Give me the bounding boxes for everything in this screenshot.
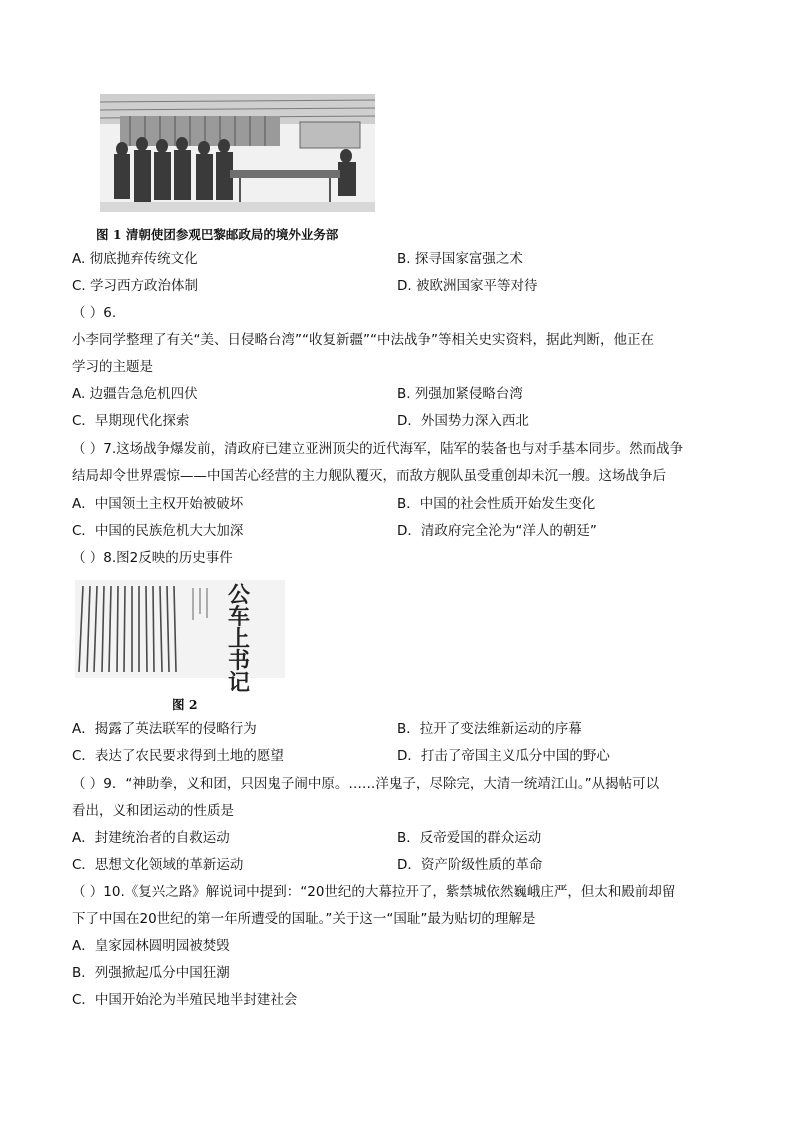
q8-option-d: D．打击了帝国主义瓜分中国的野心 bbox=[397, 748, 610, 764]
q5-option-a: A. 彻底抛弃传统文化 bbox=[72, 251, 198, 267]
q10-option-a: A．皇家园林圆明园被焚毁 bbox=[72, 938, 230, 954]
figure-1-caption: 图 1 清朝使团参观巴黎邮政局的境外业务部 bbox=[96, 227, 339, 242]
q6-option-b: B. 列强加紧侵略台湾 bbox=[397, 386, 523, 402]
q8-option-a: A．揭露了英法联军的侵略行为 bbox=[72, 721, 257, 737]
q6-number: （ ）6. bbox=[72, 305, 117, 321]
q8-stem: （ ）8.图2反映的历史事件 bbox=[72, 550, 233, 566]
q6-stem-line2: 学习的主题是 bbox=[72, 359, 153, 375]
q6-option-a: A. 边疆告急危机四伏 bbox=[72, 386, 198, 402]
figure-1-illustration bbox=[100, 94, 375, 212]
q9-option-c: C．思想文化领域的革新运动 bbox=[72, 857, 244, 873]
q7-stem-line2: 结局却令世界震惊——中国苦心经营的主力舰队覆灭，而敌方舰队虽受重创却未沉一艘。这场战争后 bbox=[72, 468, 666, 484]
q10-option-c: C．中国开始沦为半殖民地半封建社会 bbox=[72, 992, 298, 1008]
q9-option-d: D．资产阶级性质的革命 bbox=[397, 857, 543, 873]
q8-option-c: C．表达了农民要求得到土地的愿望 bbox=[72, 748, 284, 764]
q10-option-b: B．列强掀起瓜分中国狂潮 bbox=[72, 965, 230, 981]
q7-option-a: A．中国领土主权开始被破坏 bbox=[72, 496, 244, 512]
q10-stem-line2: 下了中国在20世纪的第一年所遭受的国耻。”关于这一“国耻”最为贴切的理解是 bbox=[72, 911, 536, 927]
q10-stem-line1: （ ）10.《复兴之路》解说词中提到：“20世纪的大幕拉开了，紫禁城依然巍峨庄严，但太和殿前却留 bbox=[72, 884, 676, 900]
q9-stem-line1: （ ）9．“神助拳，义和团，只因鬼子闹中原。……洋鬼子，尽除完，大清一统靖江山。”从揭帖可以 bbox=[72, 776, 660, 792]
q7-option-c: C．中国的民族危机大大加深 bbox=[72, 523, 244, 539]
q7-stem-line1: （ ）7.这场战争爆发前，清政府已建立亚洲顶尖的近代海军，陆军的装备也与对手基本同步。然而战争 bbox=[72, 441, 684, 457]
q5-option-d: D. 被欧洲国家平等对待 bbox=[397, 278, 538, 294]
q6-option-c: C．早期现代化探索 bbox=[72, 413, 190, 429]
q8-option-b: B．拉开了变法维新运动的序幕 bbox=[397, 721, 582, 737]
figure-2-caption: 图 2 bbox=[172, 697, 198, 712]
q9-option-b: B．反帝爱国的群众运动 bbox=[397, 830, 542, 846]
q7-option-b: B．中国的社会性质开始发生变化 bbox=[397, 496, 596, 512]
q6-stem-line1: 小李同学整理了有关“美、日侵略台湾”“收复新疆”“中法战争”等相关史实资料，据此判断，他正在 bbox=[72, 332, 654, 348]
q5-option-b: B. 探寻国家富强之术 bbox=[397, 251, 523, 267]
q9-stem-line2: 看出，义和团运动的性质是 bbox=[72, 803, 234, 819]
q7-option-d: D．清政府完全沦为“洋人的朝廷” bbox=[397, 523, 597, 539]
q6-option-d: D．外国势力深入西北 bbox=[397, 413, 529, 429]
figure-2-title: 公车上书记 bbox=[228, 582, 251, 696]
q9-option-a: A．封建统治者的自救运动 bbox=[72, 830, 230, 846]
q5-option-c: C. 学习西方政治体制 bbox=[72, 278, 199, 294]
